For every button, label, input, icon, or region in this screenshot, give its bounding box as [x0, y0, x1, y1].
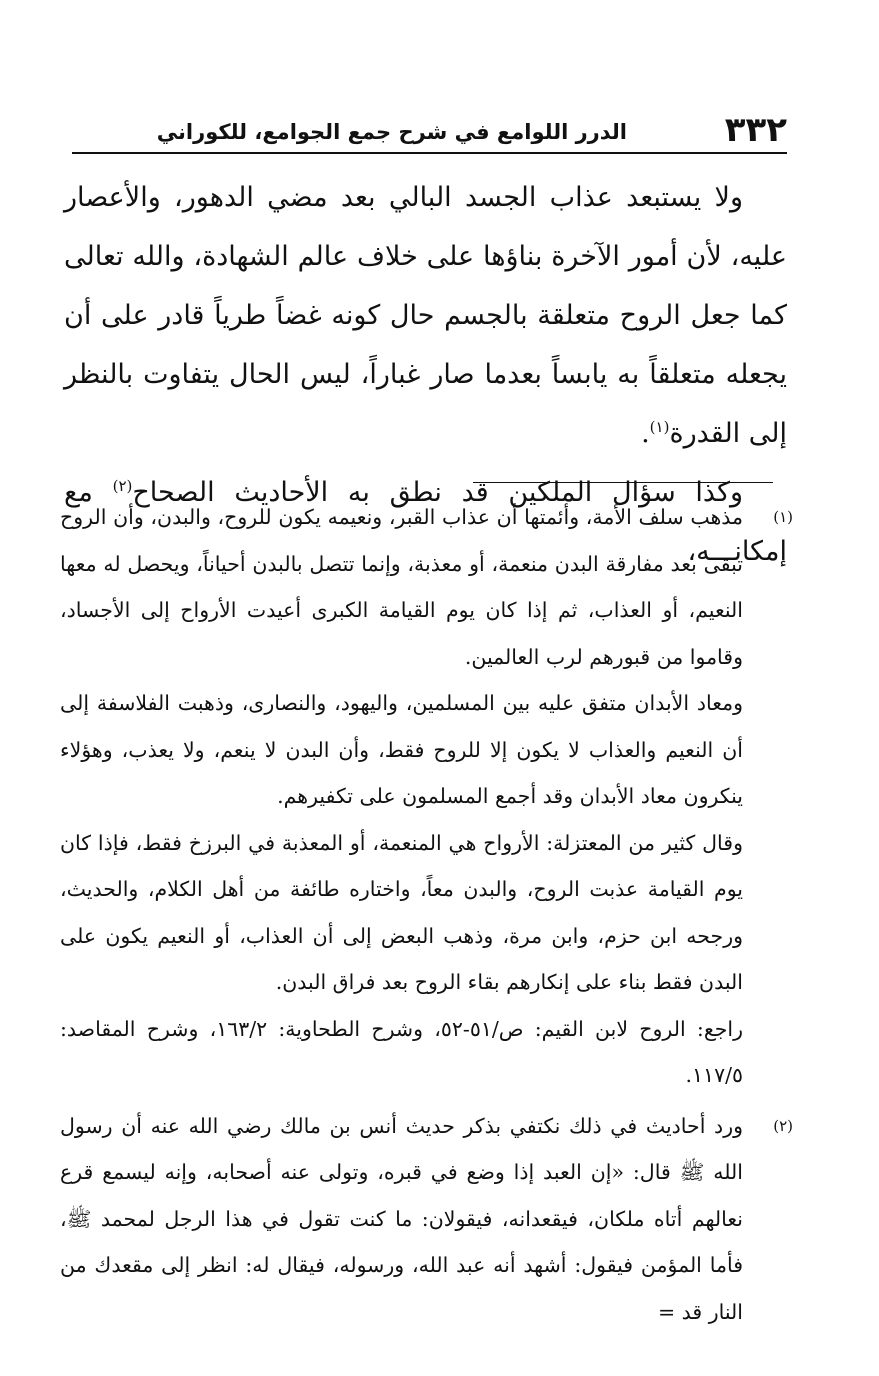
footnote-2-marker: (٢) [773, 1116, 793, 1135]
running-title: الدرر اللوامع في شرح جمع الجوامع، للكوراني [156, 120, 627, 144]
footnotes-section [60, 494, 793, 1335]
footnote-1 [60, 494, 793, 1099]
main-paragraph-2-end: مع إمكانـــه، [64, 477, 787, 567]
footnote-ref-1[interactable]: (١) [649, 418, 670, 436]
footnote-1-paragraph: ومعاد الأبدان متفق عليه بين المسلمين، واليهود، والنصارى، وذهبت الفلاسفة إلى أن النعيم والعذاب لا يكون إلا للروح فقط، وأن البدن لا ينعم، ولا يعذب، وهؤلاء ينكرون معاد الأبدان وقد أجمع المسلمون على تكفيرهم. [60, 691, 743, 808]
page-number: ٣٣٢ [724, 110, 787, 150]
footnote-1-paragraph: وقال كثير من المعتزلة: الأرواح هي المنعمة، أو المعذبة في البرزخ فقط، فإذا كان يوم القيامة عذبت الروح، والبدن معاً، واختاره طائفة من أهل الكلام، والحديث، ورجحه ابن حزم، وابن مرة، وذهب البعض إلى أن العذاب، أو النعيم يكون على البدن فقط بناء على إنكارهم بقاء الروح بعد فراق البدن. [60, 830, 743, 994]
footnote-1-marker: (١) [773, 508, 793, 526]
footnote-ref-2[interactable]: (٢) [112, 477, 133, 495]
footnote-separator [473, 482, 773, 483]
footnote-2-paragraph: ورد أحاديث في ذلك نكتفي بذكر حديث أنس بن مالك رضي الله عنه أن رسول الله ﷺ قال: «إن العبد إذا وضع في قبره، وتولى عنه أصحابه، وإنه ليسمع قرع نعالهم أتاه ملكان، فيقعدانه، فيقولان: ما كنت تقول في هذا الرجل لمحمد ﷺ، فأما المؤمن فيقول: أشهد أنه عبد الله، ورسوله، فيقال له: انظر إلى مقعدك من النار قد = [60, 1113, 743, 1324]
main-paragraph-2-text: وكذا سؤال الملكين قد نطق به الأحاديث الصحاح [132, 477, 743, 508]
main-paragraph-1 [64, 168, 787, 463]
main-paragraph-1-end: . [641, 418, 650, 449]
main-paragraph-1-text: ولا يستبعد عذاب الجسد البالي بعد مضي الدهور، والأعصار عليه، لأن أمور الآخرة بناؤها على خلاف عالم الشهادة، والله تعالى كما جعل الروح متعلقة بالجسم حال كونه غضاً طرياً قادر على أن يجعله متعلقاً به يابساً بعدما صار غباراً، ليس الحال يتفاوت بالنظر إلى القدرة [64, 182, 787, 449]
footnote-1-references: راجع: الروح لابن القيم: ص/٥١-٥٢، وشرح الطحاوية: ١٦٣/٢، وشرح المقاصد: ١١٧/٥. [60, 1016, 743, 1087]
footnote-1-paragraph: مذهب سلف الأمة، وأئمتها أن عذاب القبر، ونعيمه يكون للروح، والبدن، وأن الروح تبقى بعد مفارقة البدن منعمة، أو معذبة، وإنما تتصل بالبدن أحياناً، ويحصل له معها النعيم، أو العذاب، ثم إذا كان يوم القيامة الكبرى أعيدت الأرواح إلى الأجساد، وقاموا من قبورهم لرب العالمين. [60, 505, 743, 669]
footnote-2 [60, 1103, 793, 1336]
page-header [72, 110, 787, 154]
